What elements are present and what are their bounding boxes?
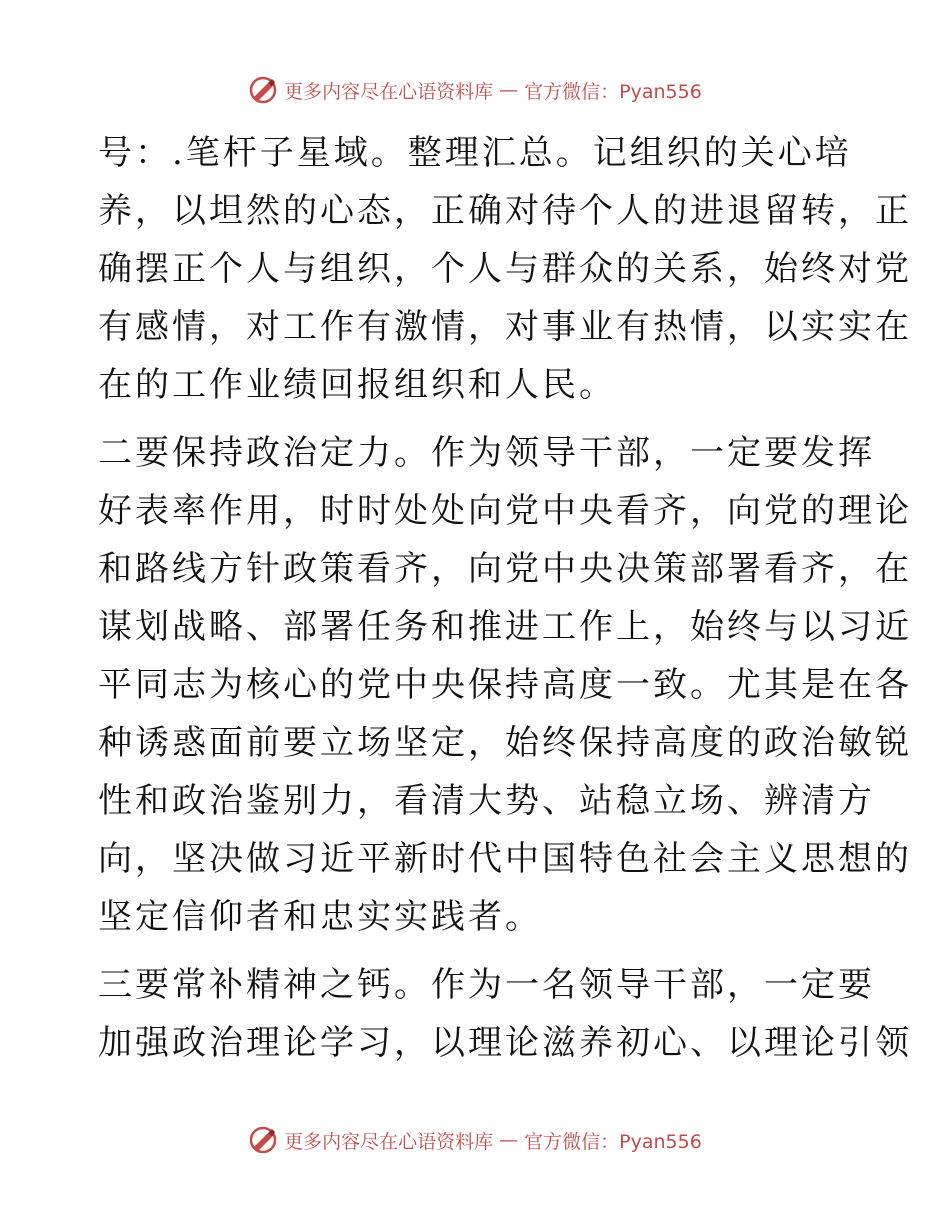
text-line: 有感情，对工作有激情，对事业有热情，以实实在 — [98, 307, 912, 347]
text-line: 加强政治理论学习，以理论滋养初心、以理论引领 — [98, 1023, 912, 1063]
text-line: 和路线方针政策看齐，向党中央决策部署看齐，在 — [98, 549, 912, 589]
watermark-brand: 更多内容尽在心语资料库 — [284, 80, 494, 103]
watermark-separator: — — [499, 1129, 519, 1151]
watermark-brand: 更多内容尽在心语资料库 — [284, 1130, 494, 1153]
text-line: 号：.笔杆子星域。整理汇总。记组织的关心培 — [98, 133, 852, 173]
text-line: 性和政治鉴别力，看清大势、站稳立场、辨清方 — [98, 781, 875, 821]
watermark-contact: 官方微信：Pyan556 — [524, 1130, 702, 1153]
text-line: 养，以坦然的心态，正确对待个人的进退留转，正 — [98, 191, 912, 231]
watermark-contact: 官方微信：Pyan556 — [524, 80, 702, 103]
pen-logo-icon — [248, 75, 278, 105]
text-line: 坚定信仰者和忠实实践者。 — [98, 897, 542, 937]
document-body — [98, 124, 912, 1072]
paragraph-3 — [98, 956, 912, 1072]
text-line: 种诱惑面前要立场坚定，始终保持高度的政治敏锐 — [98, 723, 912, 763]
paragraph-1 — [98, 124, 912, 414]
text-line: 三要常补精神之钙。作为一名领导干部，一定要 — [98, 965, 875, 1005]
text-line: 平同志为核心的党中央保持高度一致。尤其是在各 — [98, 665, 912, 705]
text-line: 向，坚决做习近平新时代中国特色社会主义思想的 — [98, 839, 912, 879]
watermark-separator: — — [499, 79, 519, 101]
header-watermark — [0, 72, 950, 108]
text-line: 好表率作用，时时处处向党中央看齐，向党的理论 — [98, 491, 912, 531]
text-line: 在的工作业绩回报组织和人民。 — [98, 365, 616, 405]
text-line: 二要保持政治定力。作为领导干部，一定要发挥 — [98, 433, 875, 473]
text-line: 谋划战略、部署任务和推进工作上，始终与以习近 — [98, 607, 912, 647]
pen-logo-icon — [248, 1125, 278, 1155]
footer-watermark — [0, 1122, 950, 1158]
text-line: 确摆正个人与组织，个人与群众的关系，始终对党 — [98, 249, 912, 289]
paragraph-2 — [98, 424, 912, 946]
